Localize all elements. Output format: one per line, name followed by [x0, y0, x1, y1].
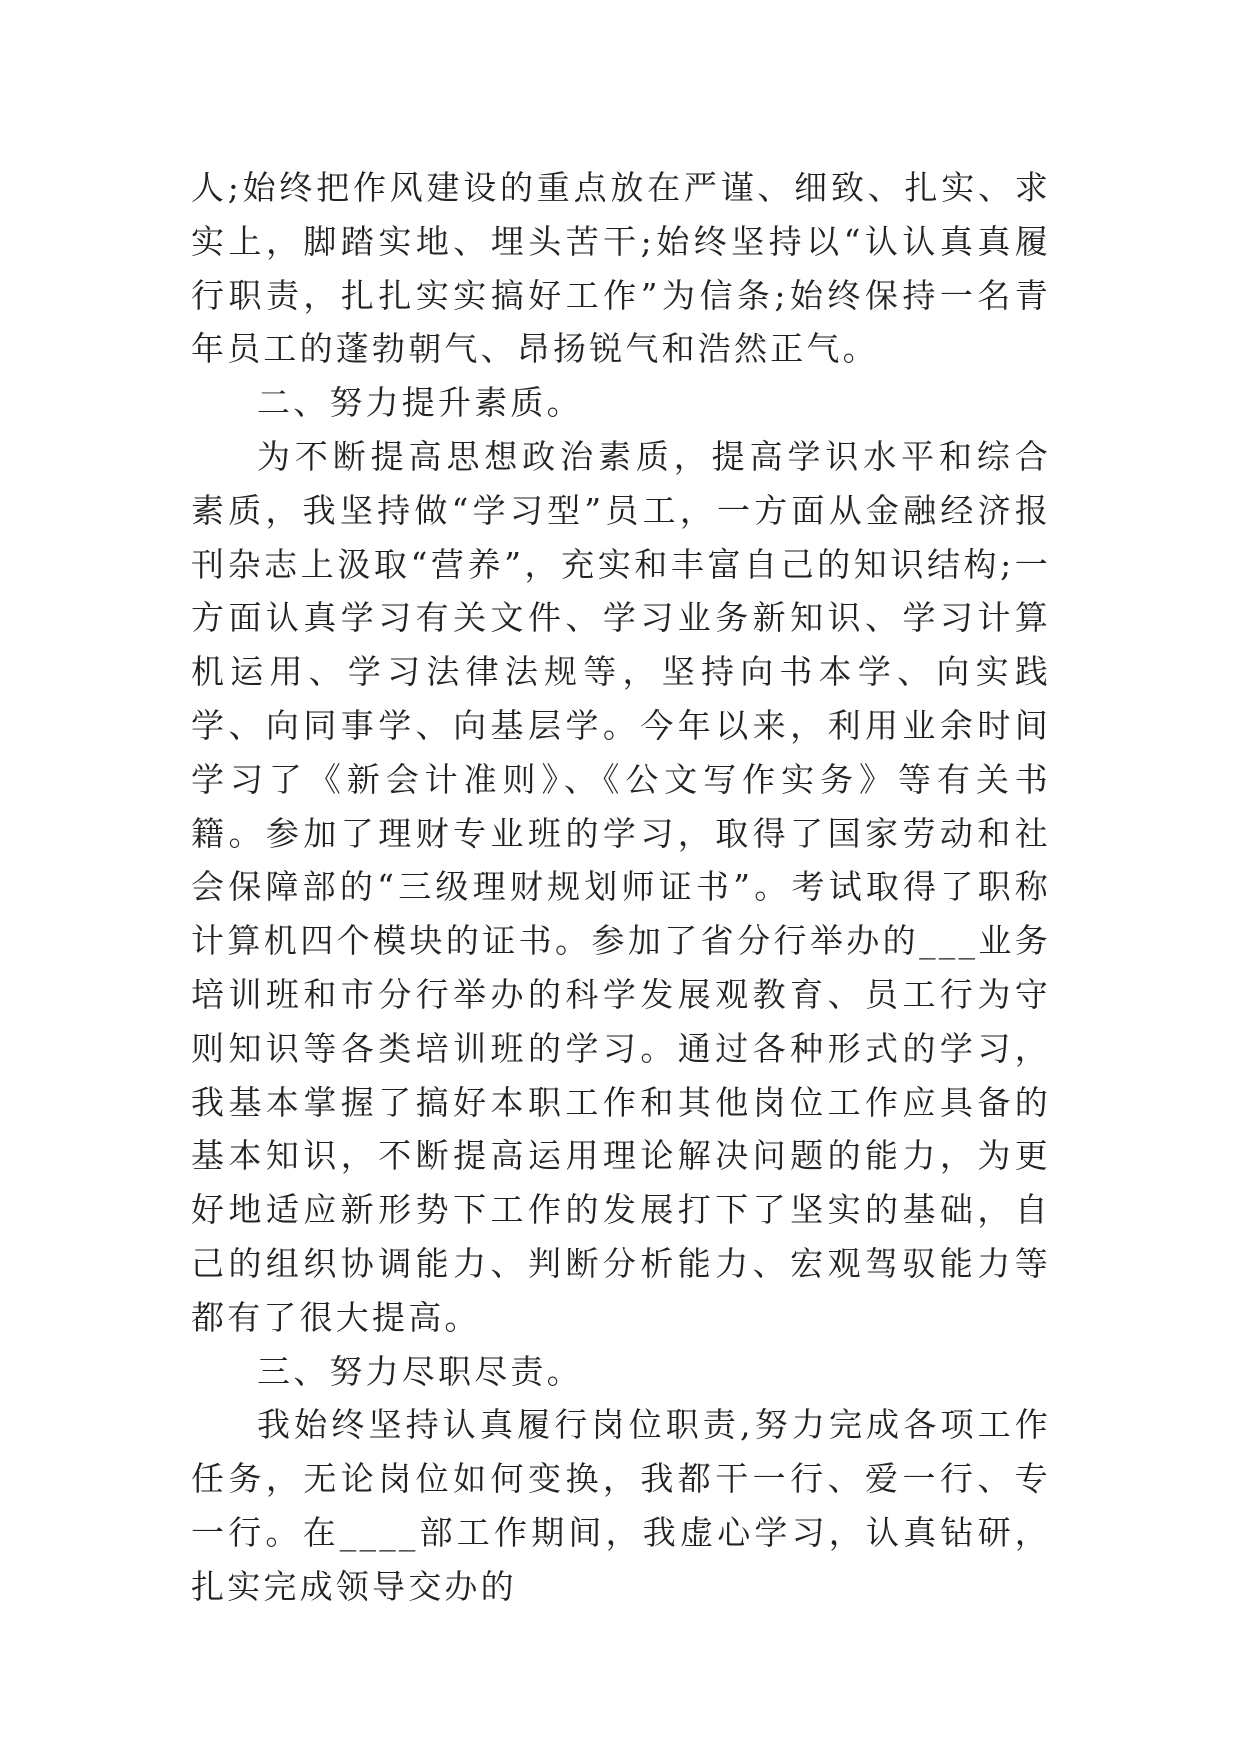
section-heading-3: 三、努力尽职尽责。: [257, 1351, 583, 1391]
paragraph-duties: 我始终坚持认真履行岗位职责,努力完成各项工作任务，无论岗位如何变换，我都干一行、爱一行、专一行。在____部工作期间，我虚心学习，认真钻研，扎实完成领导交办的: [191, 1405, 1051, 1606]
paragraph-improve-quality: 为不断提高思想政治素质，提高学识水平和综合素质，我坚持做“学习型”员工，一方面从金融经济报刊杂志上汲取“营养”，充实和丰富自己的知识结构;一方面认真学习有关文件、学习业务新知识、学习计算机运用、学习法律法规等，坚持向书本学、向实践学、向同事学、向基层学。今年以来，利用业余时间学习了《新会计准则》、《公文写作实务》等有关书籍。参加了理财专业班的学习，取得了国家劳动和社会保障部的“三级理财规划师证书”。考试取得了职称计算机四个模块的证书。参加了省分行举办的___业务培训班和市分行举办的科学发展观教育、员工行为守则知识等各类培训班的学习。通过各种形式的学习，我基本掌握了搞好本职工作和其他岗位工作应具备的基本知识，不断提高运用理论解决问题的能力，为更好地适应新形势下工作的发展打下了坚实的基础，自己的组织协调能力、判断分析能力、宏观驾驭能力等都有了很大提高。: [191, 436, 1051, 1337]
document-body: [191, 161, 1051, 1614]
paragraph-continuation: 人;始终把作风建设的重点放在严谨、细致、扎实、求实上，脚踏实地、埋头苦干;始终坚持以“认认真真履行职责，扎扎实实搞好工作”为信条;始终保持一名青年员工的蓬勃朝气、昂扬锐气和浩然正气。: [191, 168, 1051, 369]
section-heading-2: 二、努力提升素质。: [257, 383, 583, 423]
